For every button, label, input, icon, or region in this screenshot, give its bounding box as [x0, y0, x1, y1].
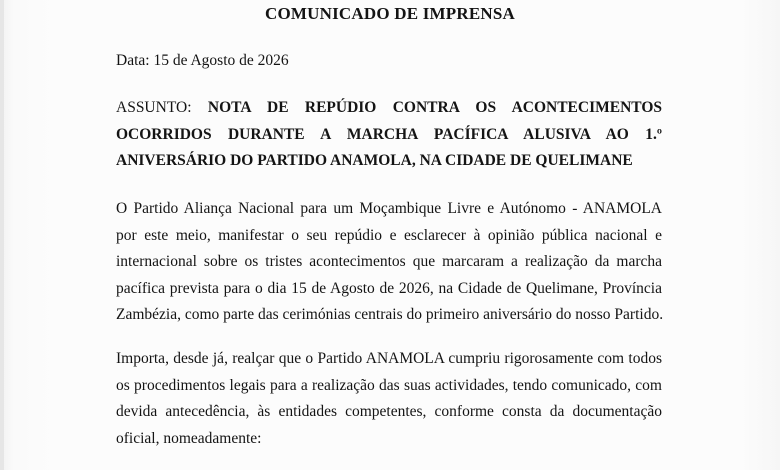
subject-line-1 [116, 95, 662, 122]
paragraph-2-line-2: os procedimentos legais para a realização das suas actividades, tendo comunicado, com [116, 376, 662, 394]
paragraph-1-line-5: Zambézia, como parte das cerimónias centrais do primeiro aniversário do nosso Partido. [116, 306, 664, 323]
page-edge [0, 0, 4, 470]
paragraph-1 [116, 196, 662, 329]
subject-label: ASSUNTO: [116, 99, 192, 116]
paragraph-1-line-4: pacífica prevista para o dia 15 de Agosto de 2026, na Cidade de Quelimane, Província [116, 279, 662, 297]
paragraph-1-line-2: por este meio, manifestar o seu repúdio e esclarecer à opinião pública nacional e [116, 226, 662, 244]
subject-line-3: ANIVERSÁRIO DO PARTIDO ANAMOLA, NA CIDADE DE QUELIMANE [116, 152, 633, 169]
document-date: Data: 15 de Agosto de 2026 [116, 52, 289, 69]
paragraph-2-line-3: devida antecedência, às entidades competentes, conforme consta da documentação [116, 403, 662, 420]
paragraph-2-line-4: oficial, nomeadamente: [116, 429, 262, 447]
subject-line-2: OCORRIDOS DURANTE A MARCHA PACÍFICA ALUSIVA AO 1.º [116, 125, 662, 143]
paragraph-2-line-1: Importa, desde já, realçar que o Partido ANAMOLA cumpriu rigorosamente com todos [116, 350, 662, 367]
paragraph-1-line-3: internacional sobre os tristes acontecimentos que marcaram a realização da marcha [116, 253, 662, 270]
paragraph-2 [116, 346, 662, 452]
subject-text-1: NOTA DE REPÚDIO CONTRA OS ACONTECIMENTOS [207, 99, 662, 116]
subject-block [116, 95, 662, 174]
document-title: COMUNICADO DE IMPRENSA [265, 4, 515, 23]
paragraph-1-line-1: O Partido Aliança Nacional para um Moçambique Livre e Autónomo - ANAMOLA [116, 200, 662, 217]
